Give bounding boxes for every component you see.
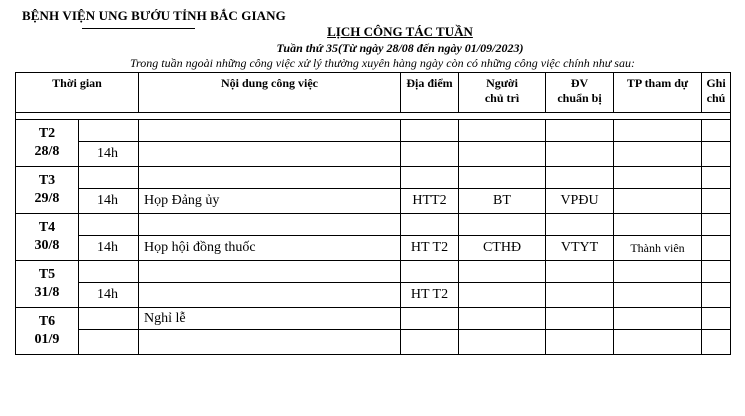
day-date: 30/8 [34, 238, 60, 253]
cell-prep [546, 261, 614, 283]
cell-attendees [614, 330, 702, 355]
cell-content [139, 261, 401, 283]
cell-prep: VPĐU [546, 189, 614, 214]
cell-content: Họp hội đồng thuốc [139, 236, 401, 261]
table-row [16, 330, 731, 355]
day-label: T3 [38, 173, 56, 188]
table-row [16, 120, 731, 142]
day-cell [16, 167, 79, 214]
week-range: Tuần thứ 35(Từ ngày 28/08 đến ngày 01/09/2023) [276, 41, 524, 55]
header-spacer [16, 113, 731, 120]
day-label: T4 [38, 220, 56, 235]
table-row [16, 308, 731, 330]
col-header-host-line2: chủ trì [484, 91, 520, 105]
cell-notes [702, 189, 731, 214]
col-header-host [459, 73, 546, 113]
cell-time: 14h [79, 189, 139, 214]
day-cell [16, 214, 79, 261]
table-row [16, 214, 731, 236]
organization-name: BỆNH VIỆN UNG BƯỚU TỈNH BẮC GIANG [22, 8, 286, 23]
col-header-notes [702, 73, 731, 113]
cell-host: BT [459, 189, 546, 214]
table-header-row [16, 73, 731, 113]
cell-content [139, 167, 401, 189]
col-header-notes-line2: chú [706, 91, 726, 105]
cell-time [79, 120, 139, 142]
header-spacer-row [16, 113, 731, 120]
col-header-time: Thời gian [16, 73, 139, 113]
cell-content [139, 142, 401, 167]
day-label: T2 [38, 126, 56, 141]
cell-time: 14h [79, 236, 139, 261]
schedule-body [16, 120, 731, 355]
cell-attendees [614, 120, 702, 142]
col-header-prep-line2: chuẩn bị [557, 91, 602, 105]
col-header-location: Địa điểm [401, 73, 459, 113]
cell-content [139, 120, 401, 142]
col-header-content: Nội dung công việc [139, 73, 401, 113]
cell-attendees [614, 214, 702, 236]
weekly-schedule-table [15, 72, 731, 355]
cell-content [139, 214, 401, 236]
cell-prep [546, 167, 614, 189]
cell-host [459, 261, 546, 283]
cell-notes [702, 283, 731, 308]
col-header-attendees: TP tham dự [614, 73, 702, 113]
col-header-notes-line1: Ghi [706, 76, 726, 90]
cell-attendees [614, 283, 702, 308]
col-header-prep-line1: ĐV [570, 76, 589, 90]
day-date: 29/8 [34, 191, 60, 206]
cell-notes [702, 236, 731, 261]
day-cell [16, 261, 79, 308]
table-row [16, 142, 731, 167]
cell-time [79, 214, 139, 236]
cell-notes [702, 308, 731, 330]
cell-prep [546, 120, 614, 142]
cell-location: HT T2 [401, 236, 459, 261]
cell-time: 14h [79, 142, 139, 167]
cell-attendees: Thành viên [614, 236, 702, 261]
cell-time [79, 167, 139, 189]
cell-content [139, 330, 401, 355]
cell-prep [546, 330, 614, 355]
table-row [16, 167, 731, 189]
cell-prep [546, 142, 614, 167]
table-row [16, 283, 731, 308]
cell-host: CTHĐ [459, 236, 546, 261]
cell-host [459, 214, 546, 236]
cell-prep: VTYT [546, 236, 614, 261]
cell-host [459, 330, 546, 355]
cell-notes [702, 142, 731, 167]
cell-location [401, 167, 459, 189]
cell-attendees [614, 189, 702, 214]
cell-time [79, 308, 139, 330]
cell-location [401, 330, 459, 355]
cell-notes [702, 261, 731, 283]
cell-location [401, 214, 459, 236]
col-header-prep [546, 73, 614, 113]
cell-attendees [614, 261, 702, 283]
cell-content [139, 283, 401, 308]
cell-host [459, 308, 546, 330]
day-date: 28/8 [34, 144, 60, 159]
schedule-note: Trong tuần ngoài những công việc xử lý thường xuyên hàng ngày còn có những công việc chính như sau: [130, 56, 635, 70]
cell-notes [702, 214, 731, 236]
cell-notes [702, 120, 731, 142]
cell-location: HT T2 [401, 283, 459, 308]
cell-content: Nghỉ lễ [139, 308, 401, 330]
cell-attendees [614, 142, 702, 167]
col-header-host-line1: Người [486, 76, 518, 90]
cell-attendees [614, 308, 702, 330]
cell-content: Họp Đảng ủy [139, 189, 401, 214]
day-label: T5 [38, 267, 56, 282]
cell-location [401, 120, 459, 142]
day-date: 31/8 [34, 285, 60, 300]
cell-location [401, 142, 459, 167]
cell-location [401, 261, 459, 283]
cell-host [459, 142, 546, 167]
cell-host [459, 167, 546, 189]
cell-location: HTT2 [401, 189, 459, 214]
cell-notes [702, 330, 731, 355]
day-cell [16, 120, 79, 167]
table-row [16, 236, 731, 261]
day-cell [16, 308, 79, 355]
table-row [16, 261, 731, 283]
cell-time: 14h [79, 283, 139, 308]
cell-host [459, 283, 546, 308]
cell-host [459, 120, 546, 142]
cell-time [79, 261, 139, 283]
day-label: T6 [38, 314, 56, 329]
cell-prep [546, 214, 614, 236]
cell-notes [702, 167, 731, 189]
cell-attendees [614, 167, 702, 189]
cell-prep [546, 308, 614, 330]
cell-location [401, 308, 459, 330]
cell-prep [546, 283, 614, 308]
schedule-title: LỊCH CÔNG TÁC TUẦN [327, 24, 473, 39]
day-date: 01/9 [34, 332, 60, 347]
cell-time [79, 330, 139, 355]
table-row [16, 189, 731, 214]
